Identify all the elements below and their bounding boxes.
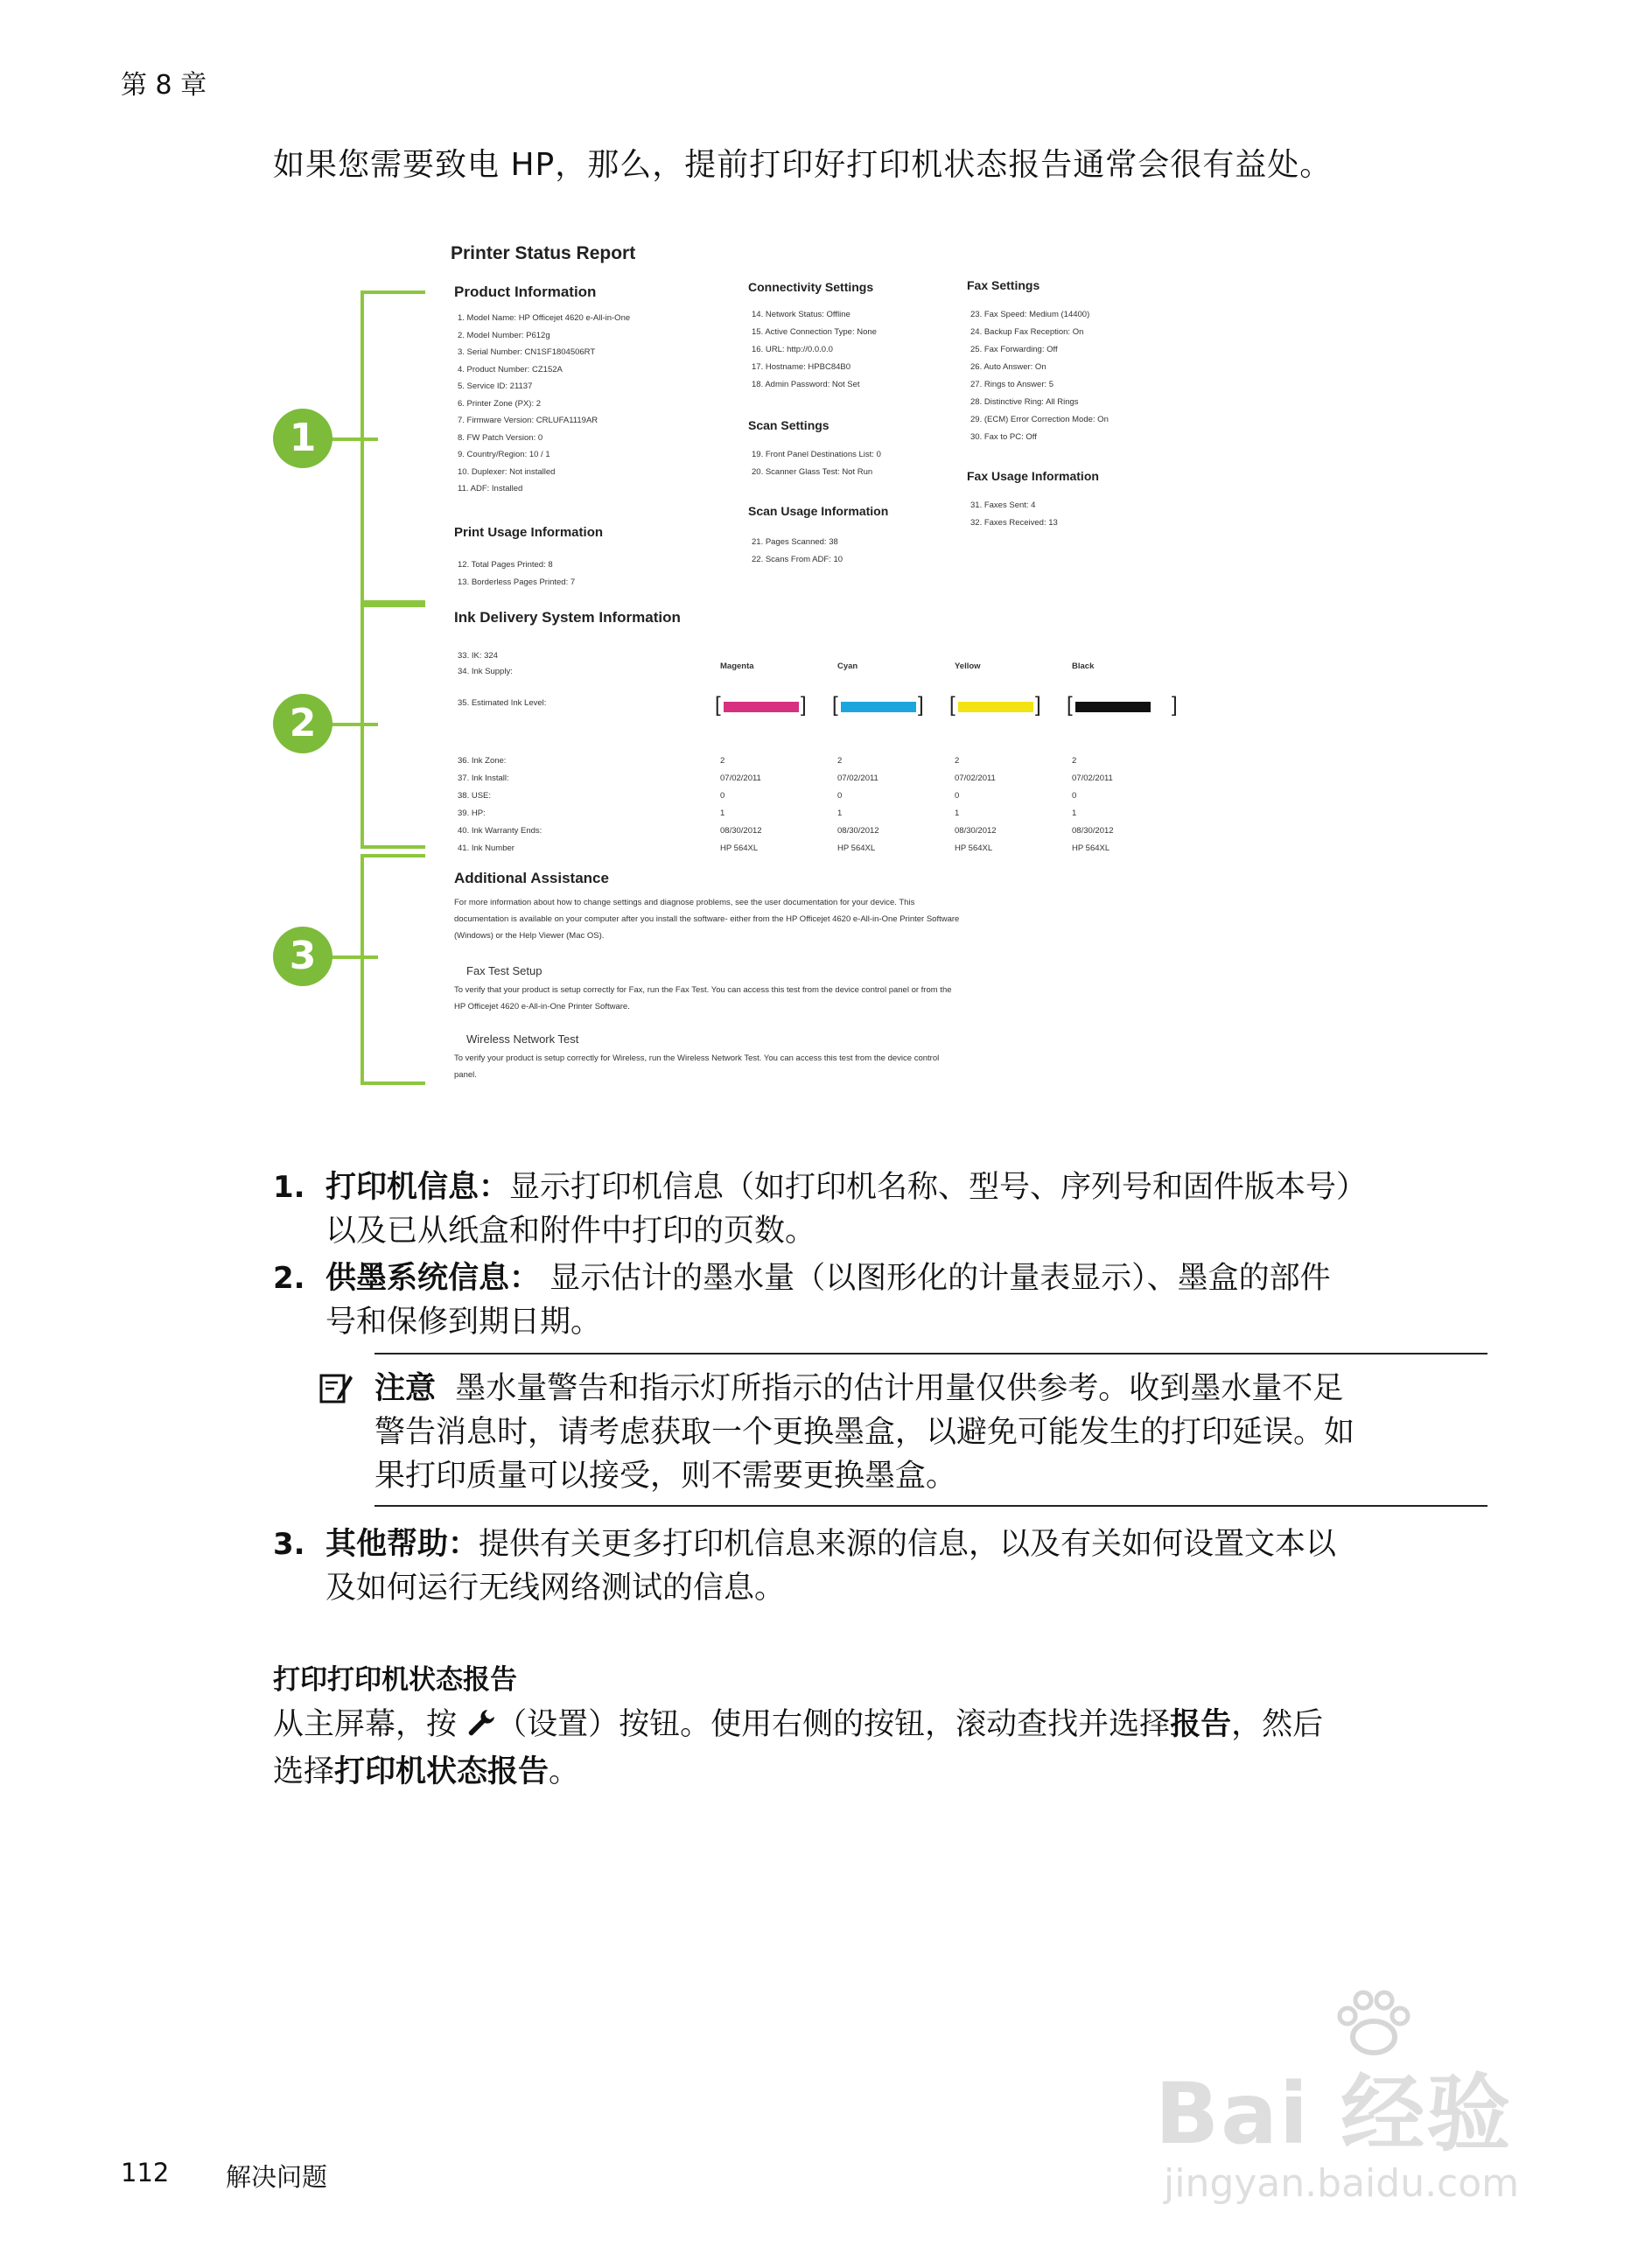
list-item-number: 3.	[273, 1527, 305, 1562]
report-line: HP Officejet 4620 e-All-in-One Printer Software.	[454, 1002, 630, 1012]
ink-level-bar	[832, 693, 924, 717]
printer-status-report-figure	[442, 236, 1186, 1094]
ink-cell: 1	[837, 808, 843, 818]
note-text: 果打印质量可以接受，则不需要更换墨盒。	[374, 1459, 957, 1494]
ink-bracket-right: ]	[1035, 693, 1041, 717]
baidu-watermark	[1155, 1986, 1610, 2214]
ink-bracket-left: [	[832, 693, 838, 717]
scan-settings-heading: Scan Settings	[748, 418, 830, 432]
ink-cell: HP 564XL	[1072, 844, 1110, 853]
report-line: 20. Scanner Glass Test: Not Run	[752, 467, 873, 477]
report-line: 2. Model Number: P612g	[458, 330, 550, 340]
ink-level-bar	[715, 693, 807, 717]
report-line: 24. Backup Fax Reception: On	[970, 327, 1084, 337]
note-text: 墨水量警告和指示灯所指示的估计用量仅供参考。收到墨水量不足	[455, 1371, 1344, 1406]
list-item-label: 其他帮助：	[326, 1527, 480, 1562]
ink-bracket-right: ]	[801, 693, 807, 717]
report-line: For more information about how to change settings and diagnose problems, see the user documentation for your device. This	[454, 898, 915, 907]
report-title: Printer Status Report	[451, 243, 636, 263]
ink-row-label: 41. Ink Number	[458, 844, 514, 853]
callout-tick-3	[326, 956, 378, 959]
paw-icon	[1321, 1986, 1426, 2056]
callout-bracket-2	[360, 604, 425, 849]
report-line: 1. Model Name: HP Officejet 4620 e-All-in-One	[458, 313, 631, 323]
report-line: 22. Scans From ADF: 10	[752, 555, 844, 564]
ink-level-fill	[724, 702, 799, 712]
print-usage-heading: Print Usage Information	[454, 525, 604, 540]
callout-badge-3: 3	[273, 927, 332, 986]
note-text: 警告消息时，请考虑获取一个更换墨盒，以避免可能发生的打印延误。如	[374, 1415, 1355, 1450]
report-line: 3. Serial Number: CN1SF1804506RT	[458, 347, 596, 357]
scan-usage-heading: Scan Usage Information	[748, 504, 889, 518]
note-label: 注意	[374, 1371, 437, 1406]
ink-line-33: 33. IK: 324	[458, 651, 498, 661]
ink-cell: 2	[720, 756, 725, 766]
report-line: 32. Faxes Received: 13	[970, 518, 1058, 528]
wireless-test-heading: Wireless Network Test	[466, 1032, 579, 1046]
ink-bracket-left: [	[949, 693, 956, 717]
connectivity-heading: Connectivity Settings	[748, 280, 874, 294]
ink-cell: HP 564XL	[720, 844, 759, 853]
report-line: 11. ADF: Installed	[458, 484, 523, 494]
ink-row-label: 38. USE:	[458, 791, 492, 801]
ink-line-34: 34. Ink Supply:	[458, 667, 513, 676]
report-line: 28. Distinctive Ring: All Rings	[970, 397, 1079, 407]
ink-cell: 2	[837, 756, 843, 766]
fax-settings-heading: Fax Settings	[967, 278, 1040, 292]
report-line: 18. Admin Password: Not Set	[752, 380, 860, 389]
report-line: 31. Faxes Sent: 4	[970, 500, 1036, 510]
report-line: 14. Network Status: Offline	[752, 310, 850, 319]
report-line: 21. Pages Scanned: 38	[752, 537, 838, 547]
ink-cell: 1	[720, 808, 725, 818]
list-item-label: 打印机信息：	[326, 1170, 510, 1205]
ink-row-label: 40. Ink Warranty Ends:	[458, 826, 542, 836]
list-item-number: 1.	[273, 1170, 305, 1205]
ink-level-fill	[1075, 702, 1151, 712]
report-line: 4. Product Number: CZ152A	[458, 364, 563, 374]
report-line: 29. (ECM) Error Correction Mode: On	[970, 415, 1109, 424]
callout-bracket-1	[360, 290, 425, 604]
ink-cell: 0	[955, 791, 960, 801]
chapter-label: 第 8 章	[121, 70, 207, 101]
ink-level-bar	[949, 693, 1041, 717]
callout-badge-2: 2	[273, 694, 332, 753]
report-line: 7. Firmware Version: CRLUFA1119AR	[458, 416, 598, 425]
ink-level-fill	[841, 702, 916, 712]
report-line: 25. Fax Forwarding: Off	[970, 345, 1058, 354]
ink-heading: Ink Delivery System Information	[454, 609, 681, 626]
note-body	[374, 1367, 1503, 1498]
ink-color-header: Magenta	[720, 662, 754, 671]
section-text: 选择	[273, 1754, 335, 1789]
ink-color-header: Cyan	[837, 662, 858, 671]
report-line: To verify your product is setup correctly for Wireless, run the Wireless Network Test. You can access this test from the device control	[454, 1054, 940, 1063]
list-item-text: 显示打印机信息（如打印机名称、型号、序列号和固件版本号）	[509, 1170, 1368, 1205]
report-line: 5. Service ID: 21137	[458, 382, 533, 391]
section-text: 。	[549, 1754, 580, 1789]
assistance-heading: Additional Assistance	[454, 870, 609, 886]
list-item-text: 提供有关更多打印机信息来源的信息，以及有关如何设置文本以	[479, 1527, 1337, 1562]
report-line: 19. Front Panel Destinations List: 0	[752, 450, 881, 459]
report-line: 30. Fax to PC: Off	[970, 432, 1037, 442]
report-line: 8. FW Patch Version: 0	[458, 432, 543, 443]
ink-cell: 07/02/2011	[955, 774, 996, 783]
ink-cell: HP 564XL	[837, 844, 876, 853]
ink-bracket-left: [	[1067, 693, 1073, 717]
fax-test-heading: Fax Test Setup	[466, 964, 542, 977]
ink-cell: HP 564XL	[955, 844, 993, 853]
ink-line-35: 35. Estimated Ink Level:	[458, 698, 547, 708]
report-line: 23. Fax Speed: Medium (14400)	[970, 310, 1090, 319]
list-item-label: 供墨系统信息：	[326, 1261, 541, 1296]
ink-cell: 07/02/2011	[837, 774, 878, 783]
ink-cell: 1	[955, 808, 960, 818]
report-line: 10. Duplexer: Not installed	[458, 466, 556, 477]
report-line: 12. Total Pages Printed: 8	[458, 560, 553, 570]
ink-cell: 1	[1072, 808, 1077, 818]
report-line: panel.	[454, 1070, 477, 1080]
ink-bracket-right: ]	[1172, 693, 1178, 717]
note-icon	[318, 1370, 354, 1409]
report-line: documentation is available on your computer after you install the software- either from the HP Officejet 4620 e-All-in-One Printer Software	[454, 914, 960, 924]
report-line: (Windows) or the Help Viewer (Mac OS).	[454, 931, 605, 941]
wrench-icon	[466, 1706, 496, 1750]
section-text: 从主屏幕，按	[273, 1707, 467, 1742]
ink-cell: 08/30/2012	[1072, 826, 1114, 836]
watermark-brand: Bai 经验	[1155, 2065, 1513, 2163]
ink-color-header: Black	[1072, 662, 1095, 671]
list-item-text: 号和保修到期日期。	[326, 1305, 602, 1340]
report-line: 9. Country/Region: 10 / 1	[458, 450, 550, 459]
ink-cell: 08/30/2012	[720, 826, 762, 836]
report-line: 15. Active Connection Type: None	[752, 327, 877, 337]
ink-cell: 2	[955, 756, 960, 766]
ink-cell: 0	[1072, 791, 1077, 801]
report-line: 17. Hostname: HPBC84B0	[752, 362, 851, 372]
report-line: 16. URL: http://0.0.0.0	[752, 345, 833, 354]
callout-tick-1	[326, 438, 378, 441]
ink-color-header: Yellow	[955, 662, 981, 671]
footer-title: 解决问题	[226, 2162, 328, 2192]
section-heading: 打印打印机状态报告	[273, 1664, 517, 1696]
list-item-text: 以及已从纸盒和附件中打印的页数。	[326, 1214, 816, 1249]
fax-usage-heading: Fax Usage Information	[967, 469, 1099, 483]
intro-text: 如果您需要致电 HP，那么，提前打印好打印机状态报告通常会很有益处。	[273, 147, 1333, 183]
report-line: To verify that your product is setup correctly for Fax, run the Fax Test. You can access this test from the device control panel or from the	[454, 985, 952, 995]
note-bottom-rule	[374, 1505, 1488, 1507]
ink-level-fill	[958, 702, 1033, 712]
ink-bracket-right: ]	[918, 693, 924, 717]
page-number: 112	[121, 2158, 170, 2188]
ink-row-label: 37. Ink Install:	[458, 774, 509, 783]
section-text: （设置）按钮。使用右侧的按钮，滚动查找并选择	[496, 1707, 1171, 1742]
watermark-url: jingyan.baidu.com	[1164, 2161, 1520, 2206]
callout-tick-2	[326, 723, 378, 726]
report-line: 13. Borderless Pages Printed: 7	[458, 578, 576, 587]
ink-cell: 0	[720, 791, 725, 801]
ink-bracket-left: [	[715, 693, 721, 717]
list-item-text: 显示估计的墨水量（以图形化的计量表显示）、墨盒的部件	[540, 1261, 1331, 1296]
section-text: ，然后	[1231, 1707, 1324, 1742]
list-item-text: 及如何运行无线网络测试的信息。	[326, 1571, 786, 1606]
product-info-heading: Product Information	[454, 284, 597, 300]
section-bold: 打印机状态报告	[334, 1754, 550, 1789]
ink-cell: 07/02/2011	[720, 774, 761, 783]
callout-badge-1: 1	[273, 409, 332, 468]
ink-row-label: 39. HP:	[458, 808, 486, 818]
note-top-rule	[374, 1353, 1488, 1354]
ink-cell: 0	[837, 791, 843, 801]
report-line: 26. Auto Answer: On	[970, 362, 1046, 372]
ink-row-label: 36. Ink Zone:	[458, 756, 507, 766]
report-line: 6. Printer Zone (PX): 2	[458, 398, 542, 409]
callout-bracket-3	[360, 854, 425, 1085]
ink-level-bar	[1067, 693, 1178, 717]
ink-cell: 08/30/2012	[955, 826, 997, 836]
report-line: 27. Rings to Answer: 5	[970, 380, 1054, 389]
section-paragraph	[273, 1703, 1638, 1794]
list-item-number: 2.	[273, 1261, 305, 1296]
ink-cell: 2	[1072, 756, 1077, 766]
ink-cell: 07/02/2011	[1072, 774, 1113, 783]
section-bold: 报告	[1170, 1707, 1232, 1742]
ink-cell: 08/30/2012	[837, 826, 879, 836]
